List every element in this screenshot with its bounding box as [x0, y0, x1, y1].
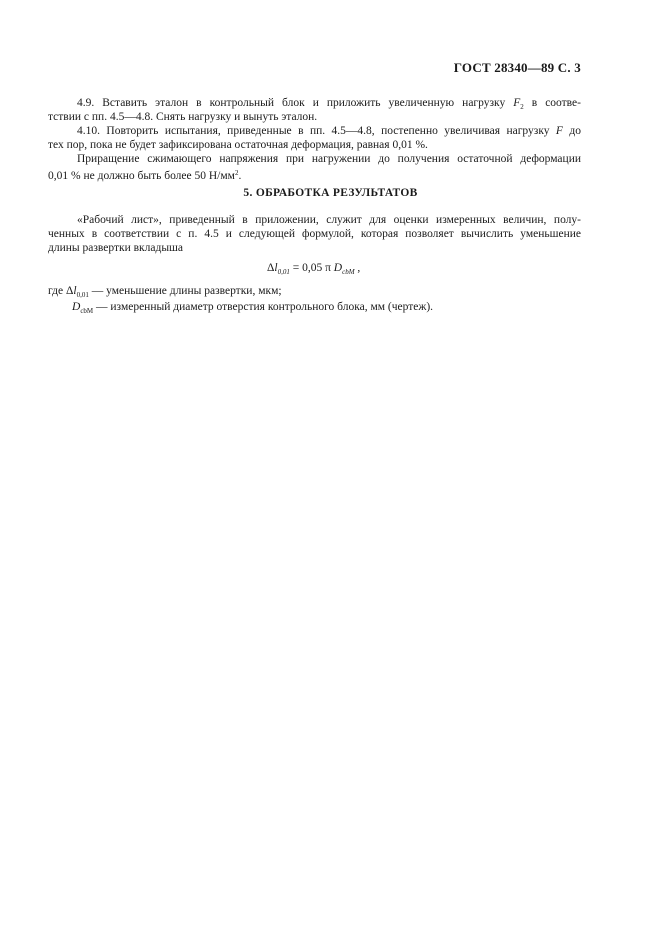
paragraph-increment-line-1: Приращение сжимающего напряжения при нагружении до получения остаточной деформации: [77, 153, 581, 165]
text-fragment: до: [562, 125, 581, 137]
paragraph-worksheet-line-3: длины развертки вкладыша: [48, 242, 184, 254]
subscript: 0,01: [277, 268, 290, 276]
text-fragment: где: [48, 285, 66, 297]
variable-l: l: [274, 262, 278, 274]
text-fragment: — уменьшение длины развертки, мкм;: [88, 285, 282, 297]
paragraph-worksheet-line-1: «Рабочий лист», приведенный в приложении, служит для оценки измеренных величин, полу-: [77, 214, 581, 226]
text-fragment: — измеренный диаметр отверстия контрольного блока, мм (чертеж).: [93, 301, 434, 313]
text-fragment: .: [238, 170, 242, 182]
legend-item-d: [72, 300, 433, 318]
formula-tail: ,: [354, 262, 361, 274]
variable-l: l: [73, 285, 77, 297]
variable-d: D: [333, 262, 343, 274]
delta-symbol: Δ: [267, 262, 275, 274]
text-fragment: 0,01 % не должно быть более 50 Н/мм: [48, 170, 235, 182]
paragraph-4-10-line-1: [48, 124, 581, 138]
paragraph-4-9-line-2: тствии с пп. 4.5—4.8. Снять нагрузку и вынуть эталон.: [48, 111, 318, 123]
text-fragment: 4.10. Повторить испытания, приведенные в пп. 4.5—4.8, постепенно увеличивая нагрузку: [77, 125, 556, 137]
paragraph-4-10-line-2: тех пор, пока не будет зафиксирована остаточная деформация, равная 0,01 %.: [48, 139, 428, 151]
paragraph-increment-line-2: [48, 166, 241, 183]
subscript: 0,01: [76, 291, 89, 299]
delta-symbol: Δ: [65, 285, 74, 297]
formula: [267, 262, 360, 276]
page-header: ГОСТ 28340—89 С. 3: [453, 60, 581, 75]
superscript: 2: [234, 169, 239, 177]
variable-f: F: [555, 125, 563, 137]
subscript: cbM: [80, 307, 94, 315]
section-heading: 5. ОБРАБОТКА РЕЗУЛЬТАТОВ: [243, 187, 418, 199]
variable-d: D: [72, 301, 81, 313]
subscript: 2: [520, 103, 524, 111]
text-fragment: в соотве-: [523, 97, 581, 109]
paragraph-worksheet-line-2: ченных в соответствии с п. 4.5 и следующей формулой, которая позволяет вычислить уменьшение: [48, 228, 581, 240]
formula-equals: = 0,05 π: [289, 262, 334, 274]
variable-f: F: [513, 97, 521, 109]
subscript: cbM: [342, 268, 355, 276]
text-fragment: 4.9. Вставить эталон в контрольный блок и приложить увеличенную нагрузку: [77, 97, 514, 109]
